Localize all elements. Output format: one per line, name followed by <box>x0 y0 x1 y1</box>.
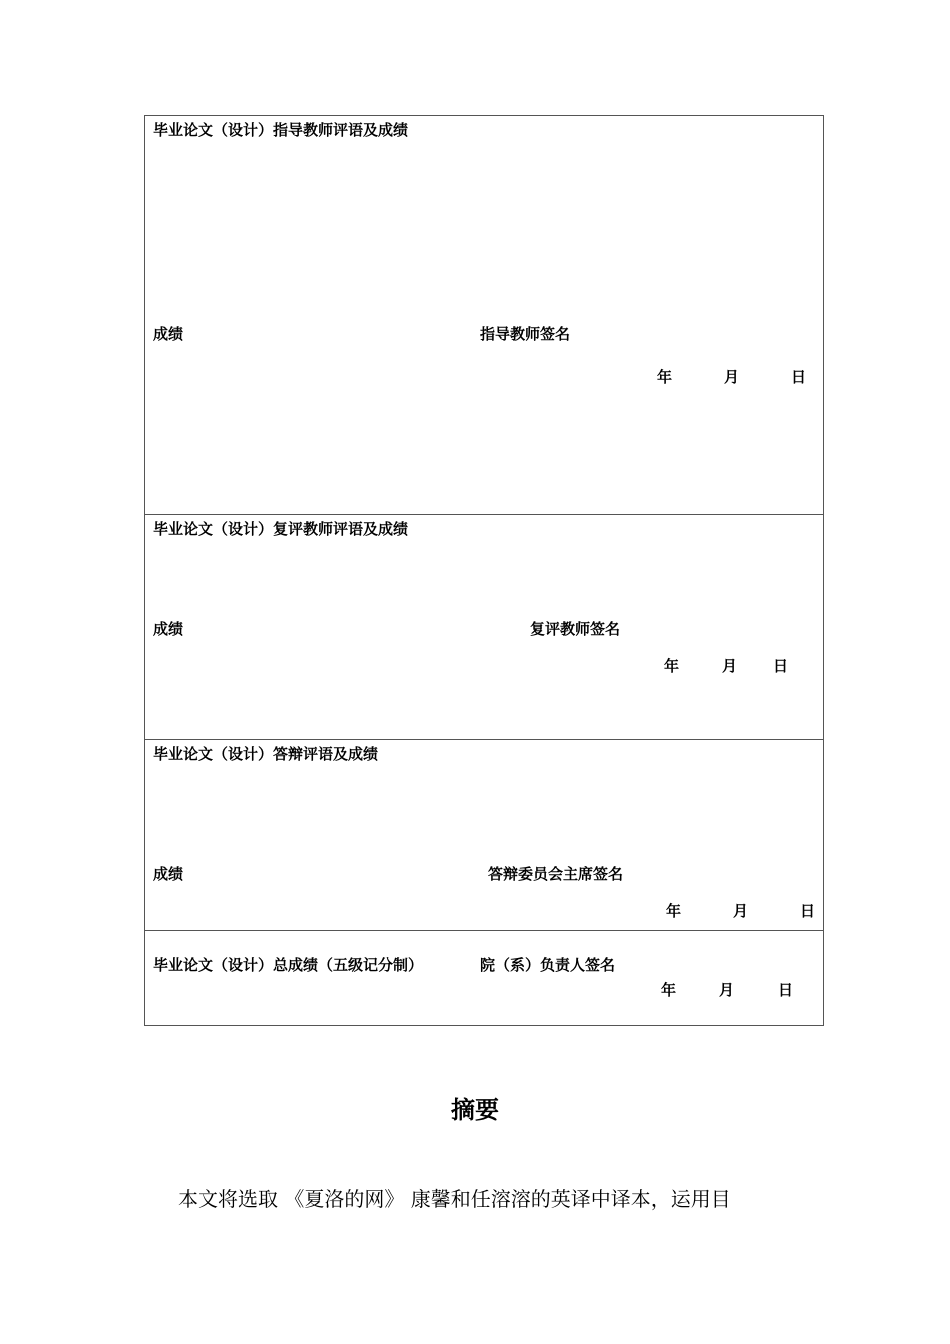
reviewer-evaluation-section <box>145 515 823 740</box>
section-title: 毕业论文（设计）指导教师评语及成绩 <box>153 121 409 139</box>
date-year-label: 年 <box>664 657 680 675</box>
date-day-label: 日 <box>791 368 807 386</box>
grade-label: 成绩 <box>153 620 184 638</box>
signature-label: 指导教师签名 <box>480 325 571 343</box>
date-month-label: 月 <box>722 657 738 675</box>
section-title: 毕业论文（设计）复评教师评语及成绩 <box>153 520 409 538</box>
signature-label: 院（系）负责人签名 <box>480 956 616 974</box>
date-month-label: 月 <box>724 368 740 386</box>
grade-label: 成绩 <box>153 865 184 883</box>
date-year-label: 年 <box>661 981 677 999</box>
date-day-label: 日 <box>773 657 789 675</box>
signature-label: 答辩委员会主席签名 <box>488 865 624 883</box>
date-year-label: 年 <box>657 368 673 386</box>
section-title: 毕业论文（设计）答辩评语及成绩 <box>153 745 379 763</box>
evaluation-form-table <box>144 115 824 1026</box>
defense-evaluation-section <box>145 740 823 931</box>
date-month-label: 月 <box>733 902 749 920</box>
advisor-evaluation-section <box>145 116 823 515</box>
date-day-label: 日 <box>800 902 816 920</box>
total-grade-section <box>145 931 823 1025</box>
signature-label: 复评教师签名 <box>530 620 621 638</box>
grade-label: 成绩 <box>153 325 184 343</box>
date-year-label: 年 <box>666 902 682 920</box>
date-month-label: 月 <box>719 981 735 999</box>
abstract-paragraph: 本文将选取 《夏洛的网》 康馨和任溶溶的英译中译本，运用目 <box>178 1187 731 1211</box>
section-title: 毕业论文（设计）总成绩（五级记分制） <box>153 956 424 974</box>
date-day-label: 日 <box>778 981 794 999</box>
abstract-heading: 摘要 <box>451 1096 499 1124</box>
